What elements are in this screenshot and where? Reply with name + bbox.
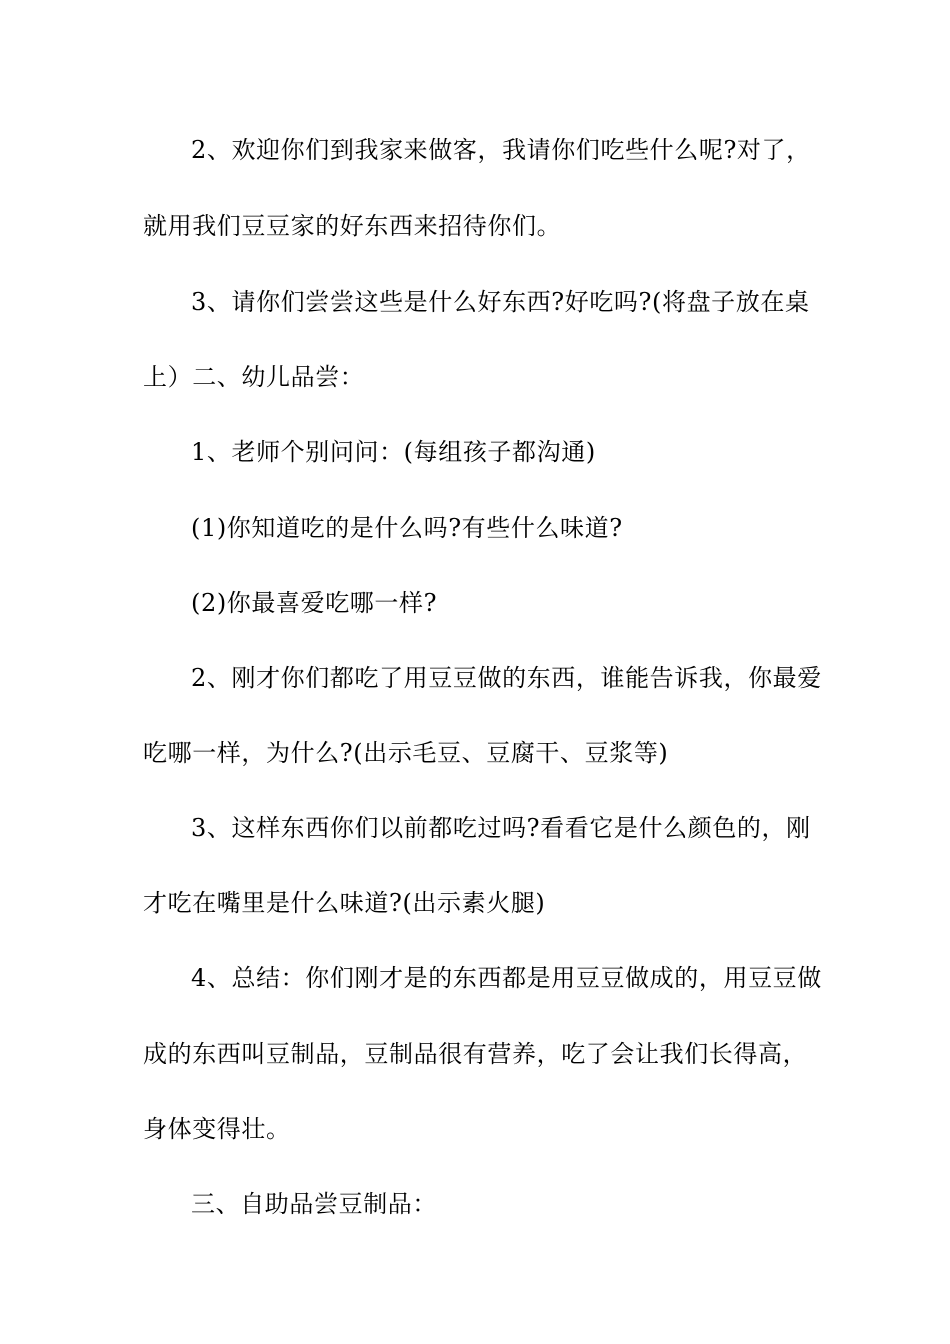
paragraph-line: 2、刚才你们都吃了用豆豆做的东西，谁能告诉我，你最爱 bbox=[191, 664, 822, 692]
paragraph-line: (1)你知道吃的是什么吗?有些什么味道? bbox=[191, 514, 623, 542]
paragraph-line: 身体变得壮。 bbox=[143, 1115, 291, 1143]
paragraph-line: 吃哪一样，为什么?(出示毛豆、豆腐干、豆浆等) bbox=[143, 739, 669, 767]
paragraph-line: 上）二、幼儿品尝： bbox=[143, 363, 365, 391]
paragraph-line: 1、老师个别问问：(每组孩子都沟通) bbox=[191, 438, 596, 466]
paragraph-line: 2、欢迎你们到我家来做客，我请你们吃些什么呢?对了， bbox=[191, 136, 811, 164]
paragraph-line: (2)你最喜爱吃哪一样? bbox=[191, 589, 438, 617]
paragraph-line: 3、这样东西你们以前都吃过吗?看看它是什么颜色的，刚 bbox=[191, 814, 811, 842]
paragraph-line: 才吃在嘴里是什么味道?(出示素火腿) bbox=[143, 889, 546, 917]
paragraph-line: 就用我们豆豆家的好东西来招待你们。 bbox=[143, 212, 562, 240]
paragraph-line: 三、自助品尝豆制品： bbox=[191, 1190, 437, 1218]
paragraph-line: 3、请你们尝尝这些是什么好东西?好吃吗?(将盘子放在桌 bbox=[191, 288, 810, 316]
paragraph-line: 4、总结：你们刚才是的东西都是用豆豆做成的，用豆豆做 bbox=[191, 964, 822, 992]
paragraph-line: 成的东西叫豆制品，豆制品很有营养，吃了会让我们长得高， bbox=[143, 1040, 808, 1068]
